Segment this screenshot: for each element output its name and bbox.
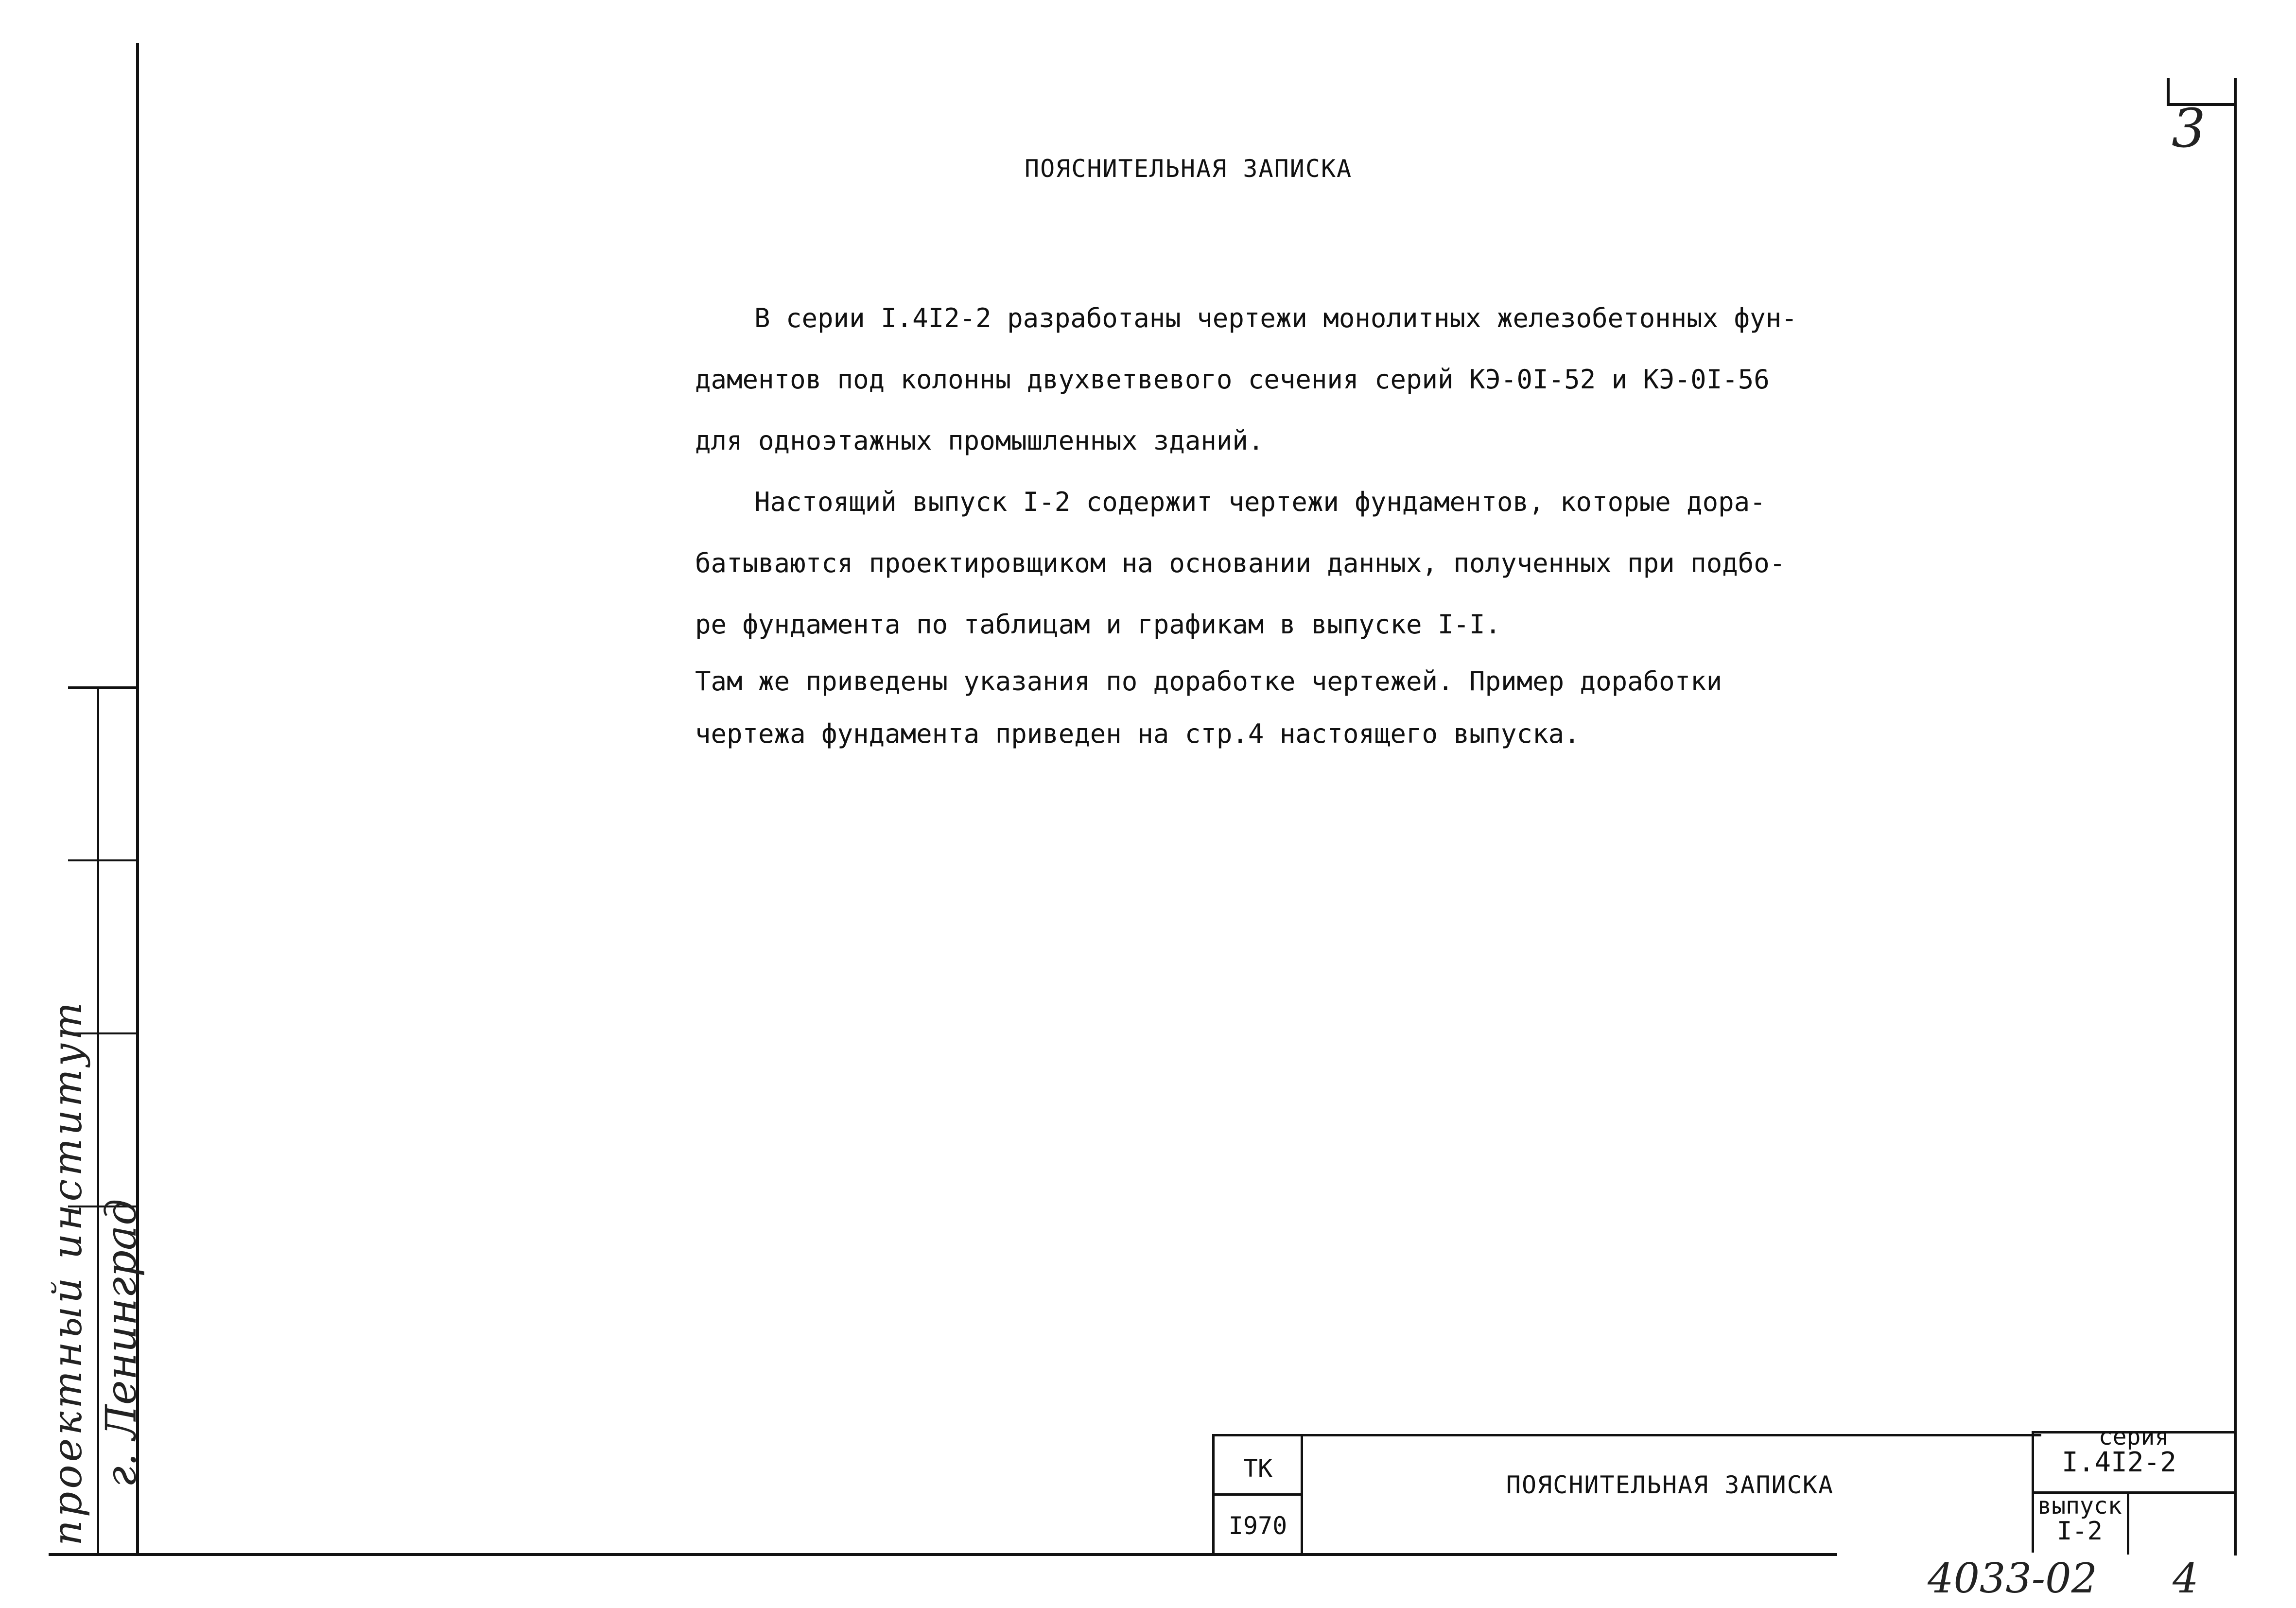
paragraph-line-6: ре фундамента по таблицам и графикам в выпуске I-I. bbox=[695, 609, 1501, 640]
paragraph-line-7: Там же приведены указания по доработке чертежей. Пример доработки bbox=[695, 666, 1722, 697]
side-stamp-institute: проектный институт bbox=[45, 999, 91, 1546]
issue-value: I-2 bbox=[2057, 1517, 2103, 1546]
paragraph-line-3: для одноэтажных промышленных зданий. bbox=[695, 425, 1264, 456]
series-label: серия bbox=[2098, 1423, 2169, 1451]
paragraph-line-2: даментов под колонны двухветвевого сечения серий КЭ-0I-52 и КЭ-0I-56 bbox=[695, 364, 1770, 395]
paragraph-line-4: Настоящий выпуск I-2 содержит чертежи фундаментов, которые дора- bbox=[754, 487, 1766, 517]
corner-tick-vertical bbox=[2167, 78, 2170, 106]
frame-bottom-line bbox=[49, 1553, 1837, 1556]
paragraph-line-1: В серии I.4I2-2 разработаны чертежи монолитных железобетонных фун- bbox=[754, 303, 1797, 333]
stamp-title: ПОЯСНИТЕЛЬНАЯ ЗАПИСКА bbox=[1506, 1471, 1834, 1499]
paragraph-line-5: батываются проектировщиком на основании данных, полученных при подбо- bbox=[695, 548, 1786, 578]
page-number: 3 bbox=[2172, 97, 2206, 159]
series-value: I.4I2-2 bbox=[2061, 1447, 2176, 1478]
paragraph-line-8: чертежа фундамента приведен на стр.4 настоящего выпуска. bbox=[695, 718, 1580, 749]
issue-label: выпуск bbox=[2037, 1492, 2122, 1520]
side-stamp-top bbox=[68, 686, 139, 689]
side-stamp-row-1 bbox=[68, 859, 139, 861]
title-block-org-row bbox=[1212, 1493, 1303, 1496]
stamp-org: ТК bbox=[1243, 1454, 1273, 1483]
stamp-year: I970 bbox=[1228, 1512, 1287, 1540]
frame-right-line bbox=[2234, 78, 2237, 1556]
sheet-number: 4 bbox=[2173, 1555, 2199, 1602]
issue-box-divider bbox=[2127, 1491, 2129, 1555]
page-title: ПОЯСНИТЕЛЬНАЯ ЗАПИСКА bbox=[1025, 155, 1353, 183]
side-stamp-city: г. Ленинград bbox=[97, 1199, 146, 1487]
body-text bbox=[695, 288, 1797, 760]
archive-number: 4033-02 bbox=[1928, 1555, 2098, 1602]
title-block-top bbox=[1212, 1434, 2041, 1436]
